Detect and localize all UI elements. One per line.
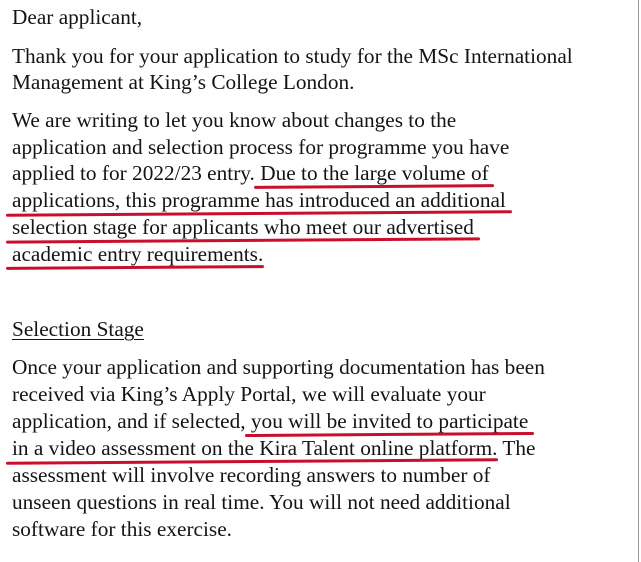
paragraph-3-line-3 <box>12 408 528 435</box>
paragraph-3-line-6: unseen questions in real time. You will not need additional <box>12 490 511 514</box>
paragraph-2-line-6 <box>12 241 263 268</box>
paragraph-3-line-4 <box>12 435 536 462</box>
paragraph-3-line-1: Once your application and supporting documentation has been <box>12 355 545 379</box>
plain-text: . The <box>492 436 536 460</box>
page-edge-divider <box>638 0 639 562</box>
highlighted-text: Due to the large volume of <box>260 161 489 185</box>
highlighted-text: in a video assessment on the Kira Talent online platform <box>12 436 493 460</box>
paragraph-2-line-5 <box>12 214 474 241</box>
paragraph-3-line-2: received via King’s Apply Portal, we will evaluate your <box>12 382 486 406</box>
highlighted-text: selection stage for applicants who meet our advertised <box>12 215 474 239</box>
plain-text: . <box>257 242 264 266</box>
paragraph-2-line-2: application and selection process for programme you have <box>12 135 510 159</box>
paragraph-1-line-1: Thank you for your application to study for the MSc International <box>12 44 573 68</box>
paragraph-2-line-4 <box>12 187 506 214</box>
highlighted-text: you will be invited to participate <box>250 409 529 433</box>
plain-text: application, and if selected, <box>12 409 251 433</box>
highlighted-text: applications, this programme has introduced an additional <box>12 188 506 212</box>
section-heading: Selection Stage <box>12 317 144 341</box>
paragraph-2-line-3 <box>12 160 489 187</box>
greeting: Dear applicant, <box>12 5 143 29</box>
paragraph-3-line-7: software for this exercise. <box>12 517 232 541</box>
paragraph-1-line-2: Management at King’s College London. <box>12 70 355 94</box>
highlighted-text: academic entry requirements <box>12 242 258 266</box>
plain-text: applied to for 2022/23 entry. <box>12 161 261 185</box>
paragraph-3-line-5: assessment will involve recording answers to number of <box>12 463 491 487</box>
paragraph-2-line-1: We are writing to let you know about changes to the <box>12 108 457 132</box>
